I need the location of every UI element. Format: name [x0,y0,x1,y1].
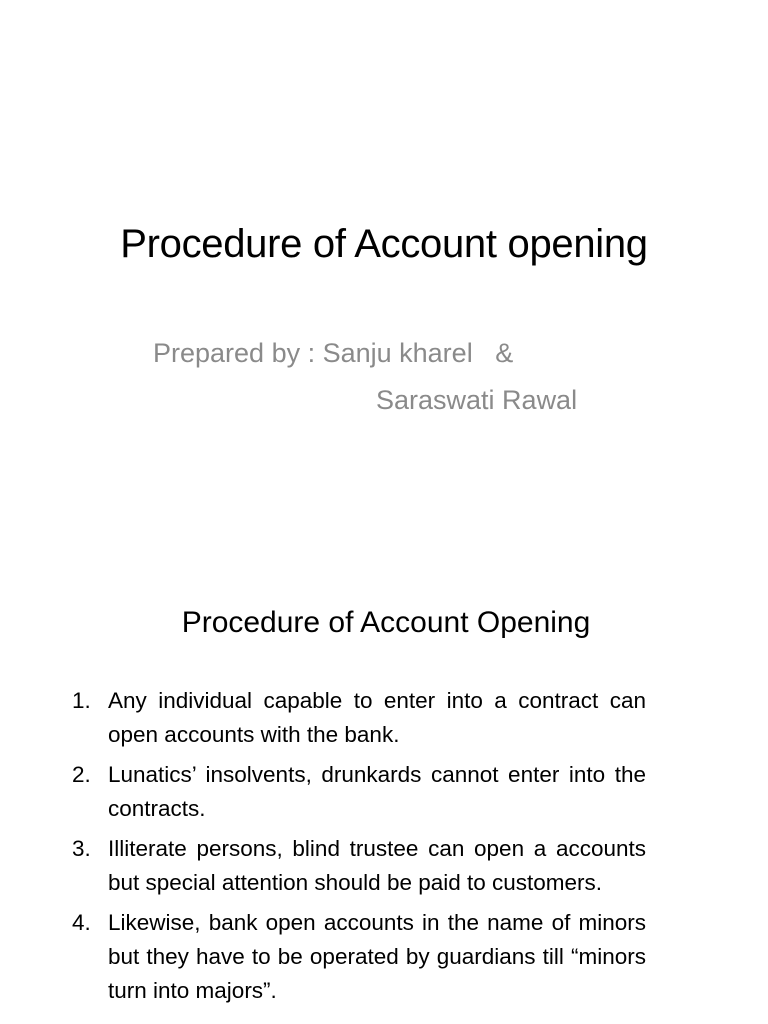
list-item-number: 4. [72,910,91,935]
list-item-text: Illiterate persons, blind trustee can open a accounts but special attention should be paid to customers. [108,836,646,895]
list-item-number: 1. [72,688,91,713]
slide-1-title: Procedure of Account opening [120,222,648,266]
list-item-number: 3. [72,836,91,861]
list-item [66,758,646,826]
subtitle-authors-line-1: Prepared by : Sanju kharel & [153,338,514,368]
list-item [66,832,646,900]
slide-2-title: Procedure of Account Opening [181,606,591,639]
subtitle-authors-line-2: Saraswati Rawal [376,385,578,415]
list-item-number: 2. [72,762,91,787]
procedure-list [66,684,646,1014]
list-item-text: Any individual capable to enter into a contract can open accounts with the bank. [108,688,646,747]
list-item-text: Lunatics’ insolvents, drunkards cannot enter into the contracts. [108,762,646,821]
list-item [66,906,646,1008]
list-item [66,684,646,752]
list-item-text: Likewise, bank open accounts in the name of minors but they have to be operated by guardians till “minors turn into majors”. [108,910,646,1003]
